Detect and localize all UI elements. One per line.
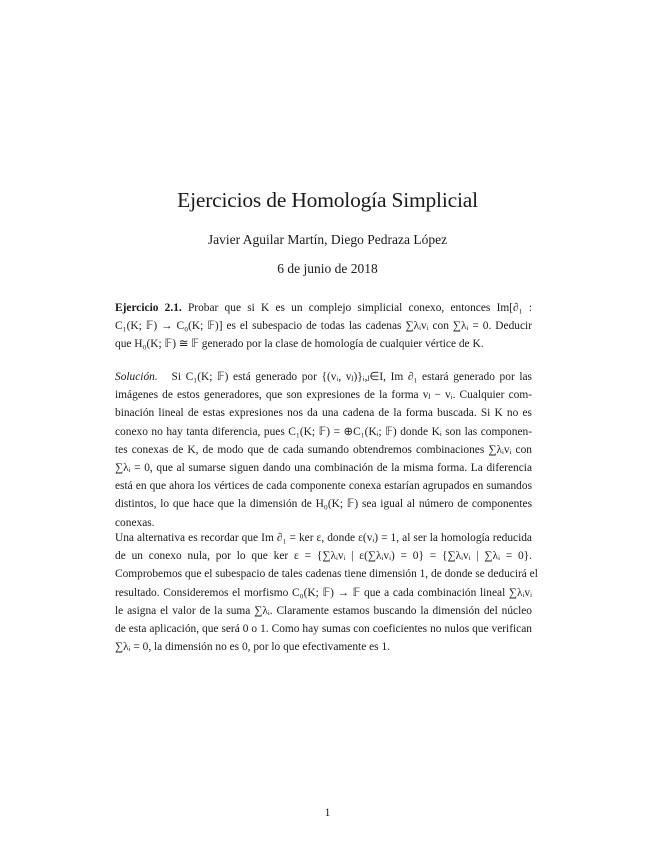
- document-title: Ejercicios de Homología Simplicial: [177, 188, 478, 212]
- solution-paragraph: [115, 368, 532, 532]
- exercise-line: [115, 299, 532, 317]
- solution-line: tes conexas de K, de modo que de cada sumando obtendremos combinaciones ∑λᵢvᵢ con: [115, 443, 532, 456]
- solution-line: está en que ahora los vértices de cada componente conexa estarían agrupados en sumandos: [115, 480, 532, 493]
- document-date: 6 de junio de 2018: [277, 261, 378, 276]
- solution-line: distintos, lo que hace que la dimensión de H₀(K; 𝔽) sea igual al número de componentes: [115, 498, 532, 511]
- exercise-label: Ejercicio 2.1.: [115, 302, 182, 314]
- solution-label: Solución.: [115, 371, 158, 383]
- solution-line: [115, 368, 532, 386]
- alternative-line: de esta aplicación, que será 0 o 1. Como hay sumas con coeficientes no nulos que verifican: [115, 623, 532, 636]
- solution-text: Si C₁(K; 𝔽) está generado por {(vᵢ, vⱼ)}ᵢ,ⱼ∈I, Im ∂₁ estará generado por las: [171, 371, 532, 383]
- alternative-line: le asigna el valor de la suma ∑λᵢ. Claramente estamos buscando la dimensión del núcleo: [115, 604, 532, 617]
- solution-line: conexas.: [115, 516, 155, 529]
- solution-line: imágenes de estos generadores, que son expresiones de la forma vⱼ − vᵢ. Cualquier com-: [115, 389, 532, 402]
- solution-line: ∑λᵢ = 0, que al sumarse siguen dando una combinación de la misma forma. La diferencia: [115, 462, 532, 475]
- exercise-line: que H₀(K; 𝔽) ≅ 𝔽 generado por la clase de homología de cualquier vértice de K.: [115, 338, 484, 351]
- solution-line: conexo no hay tanta diferencia, pues C₁(K; 𝔽) = ⊕C₁(Kᵢ; 𝔽) donde Kᵢ son las componen-: [115, 425, 532, 438]
- alternative-line: de un conexo nula, por lo que ker ε = {∑λᵢvᵢ | ε(∑λᵢvᵢ) = 0} = {∑λᵢvᵢ | ∑λᵢ = 0}.: [115, 550, 532, 563]
- exercise-line: C₁(K; 𝔽) → C₀(K; 𝔽)] es el subespacio de todas las cadenas ∑λᵢvᵢ con ∑λᵢ = 0. Deducir: [115, 320, 532, 333]
- exercise-text: Probar que si K es un complejo simplicial conexo, entonces Im[∂₁ :: [187, 302, 532, 314]
- alternative-line: ∑λᵢ = 0, la dimensión no es 0, por lo que efectivamente es 1.: [115, 641, 390, 654]
- authors: Javier Aguilar Martín, Diego Pedraza López: [207, 232, 448, 247]
- page-number: 1: [324, 807, 331, 819]
- solution-line: binación lineal de estas expresiones nos da una cadena de la forma buscada. Si K no es: [115, 407, 532, 420]
- alternative-line: resultado. Consideremos el morfismo C₀(K; 𝔽) → 𝔽 que a cada combinación lineal ∑λᵢvᵢ: [115, 586, 532, 599]
- alternative-paragraph: [115, 529, 538, 656]
- exercise-statement: [115, 299, 532, 354]
- alternative-line: Comprobemos que el subespacio de tales cadenas tiene dimensión 1, de donde se deducirá el: [115, 568, 538, 581]
- alternative-line: Una alternativa es recordar que Im ∂₁ = ker ε, donde ε(vᵢ) = 1, al ser la homología reducida: [115, 532, 532, 544]
